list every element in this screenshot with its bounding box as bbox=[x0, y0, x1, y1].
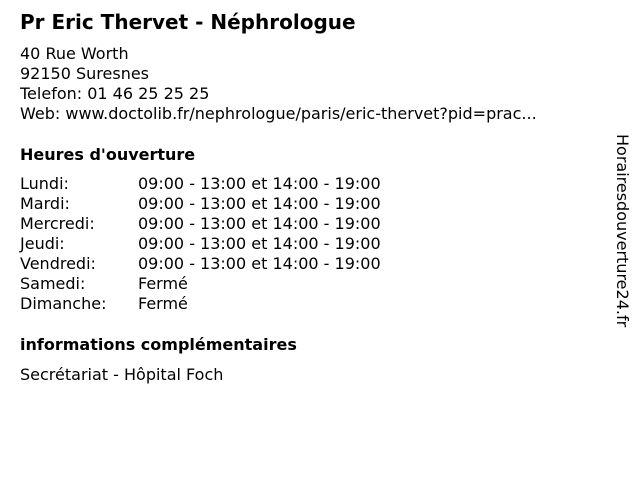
address-block bbox=[20, 44, 537, 124]
hours-day: Lundi: bbox=[20, 174, 69, 193]
hours-time: 09:00 - 13:00 et 14:00 - 19:00 bbox=[138, 194, 381, 213]
hours-time: 09:00 - 13:00 et 14:00 - 19:00 bbox=[138, 254, 381, 273]
hours-row bbox=[20, 214, 381, 234]
phone-number: Telefon: 01 46 25 25 25 bbox=[20, 84, 210, 103]
address-city: 92150 Suresnes bbox=[20, 64, 150, 83]
hours-time: 09:00 - 13:00 et 14:00 - 19:00 bbox=[138, 214, 381, 233]
hours-row bbox=[20, 254, 381, 274]
hours-row bbox=[20, 294, 381, 314]
hours-day: Jeudi: bbox=[20, 234, 65, 253]
site-brand-vertical: Horairesdouverture24.fr bbox=[613, 134, 632, 328]
opening-hours-heading: Heures d'ouverture bbox=[20, 145, 196, 164]
hours-time: Fermé bbox=[138, 294, 188, 313]
hours-time: Fermé bbox=[138, 274, 188, 293]
page-title: Pr Eric Thervet - Néphrologue bbox=[20, 10, 356, 34]
hours-row bbox=[20, 174, 381, 194]
hours-day: Dimanche: bbox=[20, 294, 107, 313]
hours-day: Vendredi: bbox=[20, 254, 96, 273]
hours-row bbox=[20, 274, 381, 294]
additional-info-heading: informations complémentaires bbox=[20, 335, 297, 354]
hours-day: Mardi: bbox=[20, 194, 70, 213]
hours-row bbox=[20, 194, 381, 214]
hours-day: Samedi: bbox=[20, 274, 86, 293]
hours-row bbox=[20, 234, 381, 254]
hours-day: Mercredi: bbox=[20, 214, 95, 233]
hours-time: 09:00 - 13:00 et 14:00 - 19:00 bbox=[138, 234, 381, 253]
address-street: 40 Rue Worth bbox=[20, 44, 129, 63]
hours-time: 09:00 - 13:00 et 14:00 - 19:00 bbox=[138, 174, 381, 193]
additional-info-text: Secrétariat - Hôpital Foch bbox=[20, 365, 224, 384]
opening-hours-table bbox=[20, 174, 381, 314]
website-link: Web: www.doctolib.fr/nephrologue/paris/eric-thervet?pid=prac... bbox=[20, 104, 537, 123]
